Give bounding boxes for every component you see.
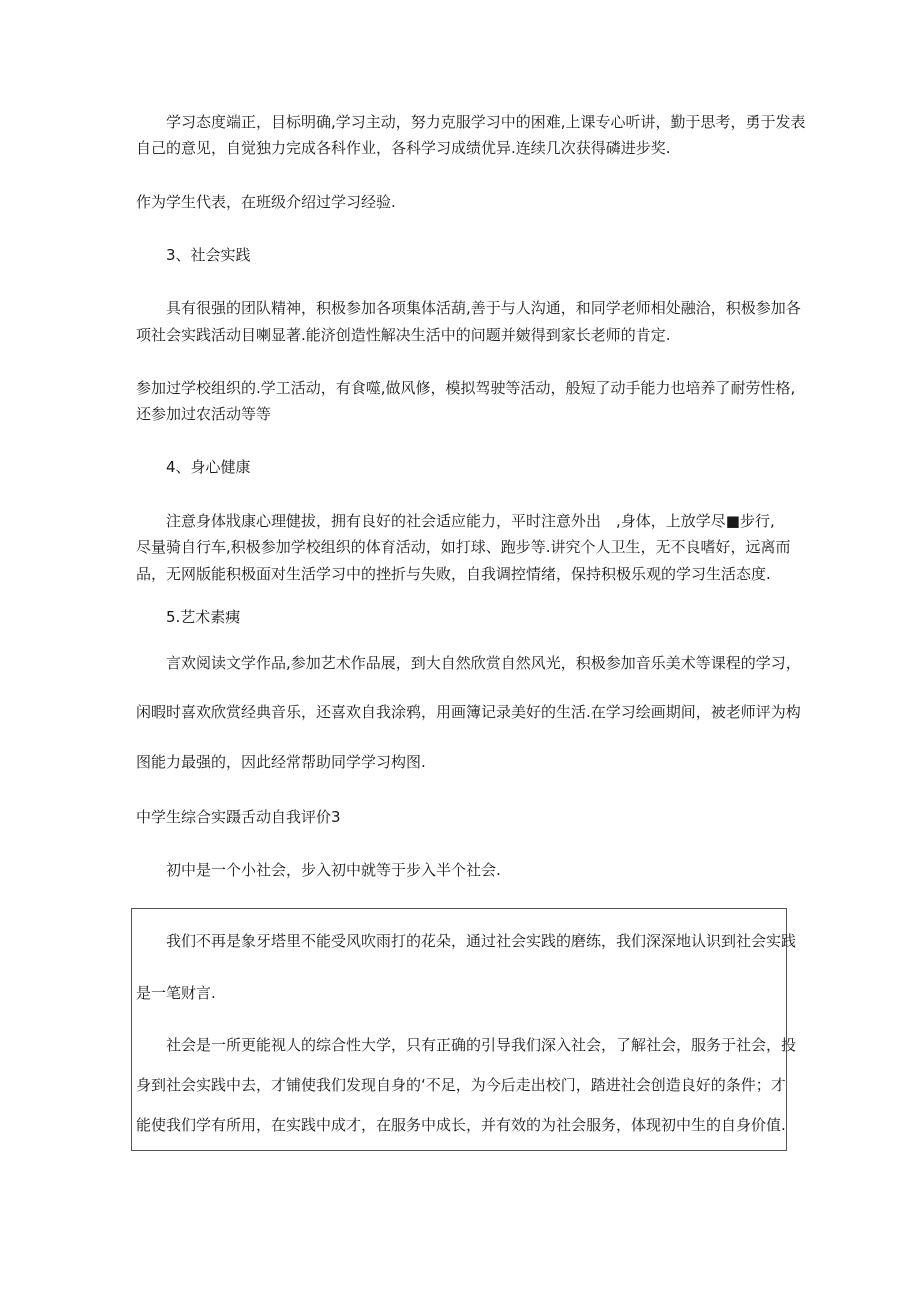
section-heading: 4、身心健康 [166,458,251,476]
boxed-paragraph-line: 能使我们学有所用，在实践中成才，在服务中成长，并有效的为社会服务，体现初中生的自身价值. [136,1116,786,1134]
boxed-paragraph-line: 是一笔财言. [136,984,216,1002]
boxed-paragraph-line: 我们不再是象牙塔里不能受风吹雨打的花朵，通过社会实践的磨练，我们深深地认识到社会实践 [166,932,797,950]
paragraph-line: 品，无网版能积极面对生活学习中的挫折与失败，自我调控情绪，保持积极乐观的学习生活态度. [136,565,771,583]
paragraph-line: 闲暇时喜欢欣赏经典音乐，还喜欢自我涂鸦，用画簿记录美好的生活.在学习绘画期间，被老师评为构 [136,703,801,721]
section-title: 中学生综合实蹑舌动自我评价3 [136,808,341,826]
paragraph-line: 具有很强的团队精神，积极参加各项集体活葫,善于与人沟通，和同学老师相处融洽，积极参加各 [166,299,801,317]
paragraph-line: 注意身体戕康心理健拔，拥有良好的社会适应能力，平时注意外出 ,身体，上放学尽■步行, [166,512,775,530]
paragraph-line: 图能力最强的，因此经常帮助同学学习构图. [136,753,426,771]
paragraph-line: 作为学生代表，在班级介绍过学习经验. [136,193,396,211]
paragraph-line: 初中是一个小社会，步入初中就等于步入半个社会. [166,861,501,879]
boxed-paragraph-line: 社会是一所更能视人的综合性大学，只有正确的引导我们深入社会，了解社会，服务于社会，投 [166,1036,797,1054]
section-heading: 3、社会实践 [166,246,251,264]
paragraph-line: 言欢阅读文学作品,参加艺术作品展，到大自然欣赏自然风光，积极参加音乐美术等课程的学习， [166,654,801,672]
paragraph-line: 还参加过农活动等等 [136,405,272,423]
bordered-text-box [131,908,797,1151]
paragraph-line: 学习态度端正，目标明确,学习主动，努力克服学习中的困难,上课专心听讲，勤于思考，勇于发表 [166,113,806,131]
paragraph-line: 参加过学校组织的.学工活动，有食噬,做风修，模拟驾驶等活动，般短了动手能力也培养了耐劳性格, [136,379,796,397]
paragraph-line: 尽量骑自行车,积极参加学校组织的体育活动，如打球、跑步等.讲究个人卫生，无不良嗜好，远离而 [136,538,791,556]
boxed-paragraph-line: 身到社会实践中去，才铺使我们发现自身的‘不足，为今后走出校门，踏进社会创造良好的条件；才 [136,1076,786,1094]
paragraph-line: 自己的意见，自觉独力完成各科作业，各科学习成绩优异.连续几次获得磷进步奖. [136,139,671,157]
section-heading: 5.艺术素痍 [166,608,241,626]
paragraph-line: 项社会实践活动目喇显著.能济创造性解决生活中的问题并皴得到家长老师的肯定. [136,326,671,344]
